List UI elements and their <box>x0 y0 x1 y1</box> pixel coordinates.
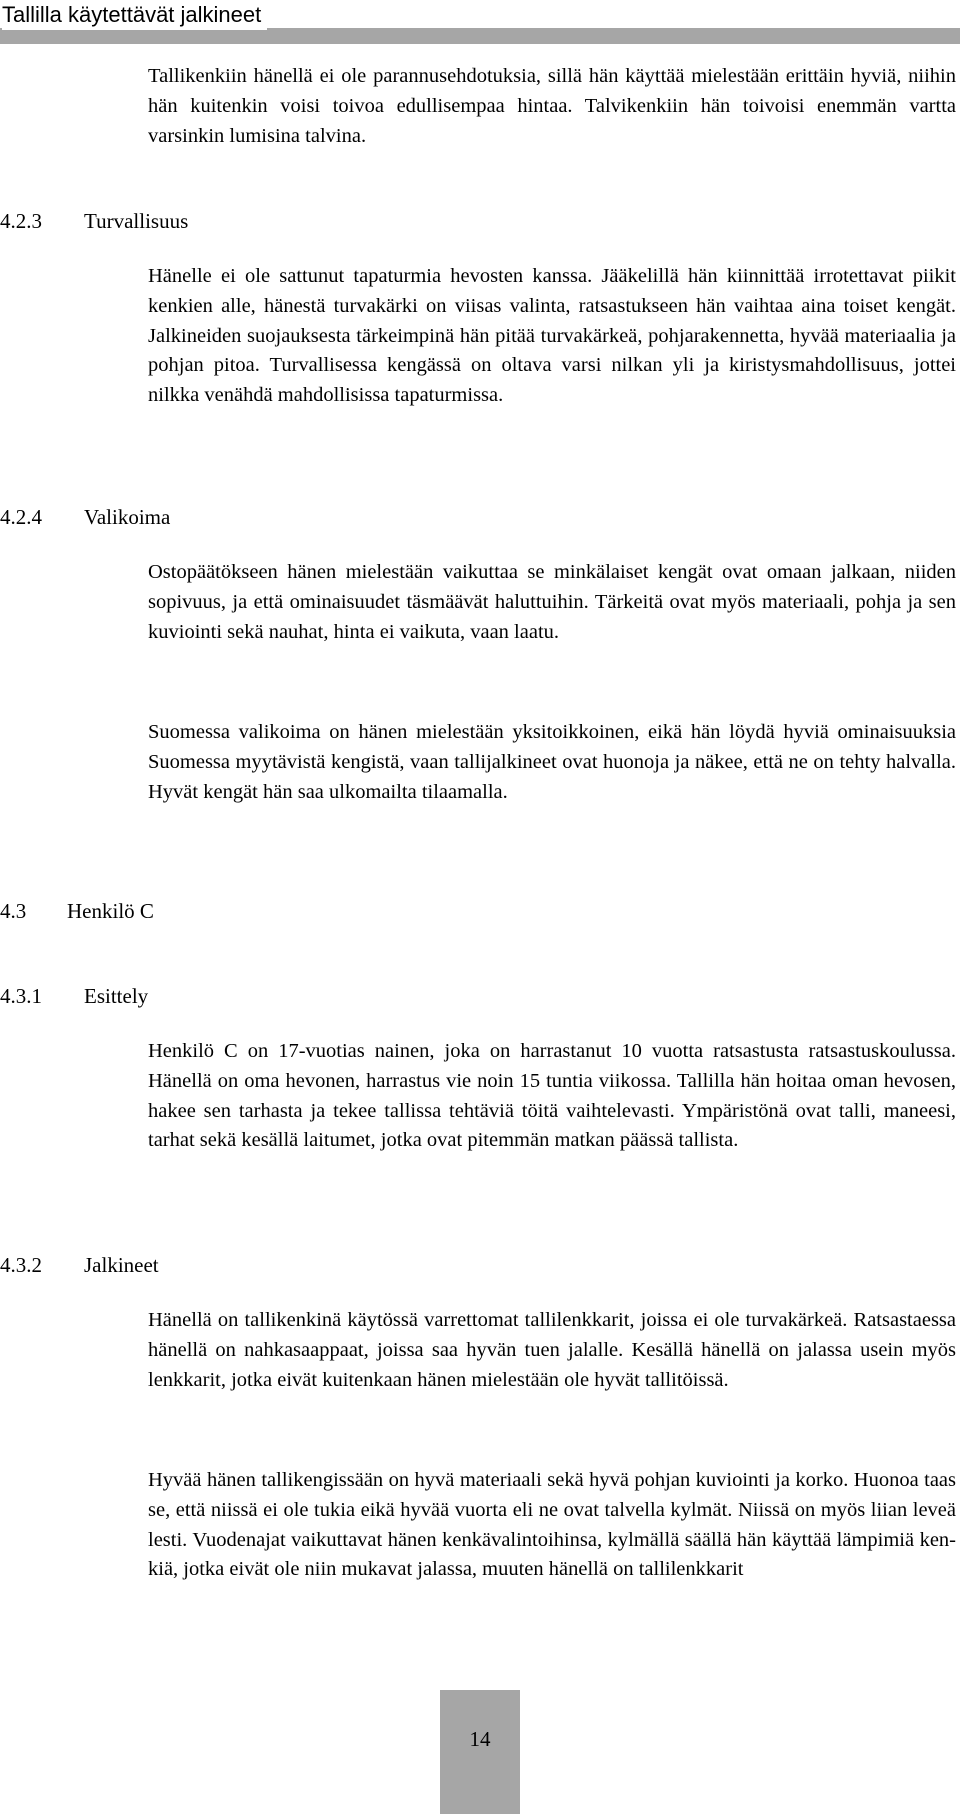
heading-4-2-3 <box>0 206 188 236</box>
heading-title: Valikoima <box>84 505 171 529</box>
heading-number: 4.3.1 <box>0 984 42 1008</box>
paragraph-jalkineet-1: Hänellä on tallikenkinä käytössä varrettomat tallilenkkarit, joissa ei ole turvakärkeä. Ratsastaessa hänellä on nahkasaappaat, joissa saa hyvän tuen jalalle. Kesällä hänellä on jalassa usein myös lenkkarit, jotka eivät kuitenkaan hänen mielestään ole hyvät tallitöissä. <box>148 1309 956 1391</box>
running-header <box>0 0 960 40</box>
heading-title: Esittely <box>84 984 149 1008</box>
heading-number: 4.3.2 <box>0 1253 42 1277</box>
intro-paragraph: Tallikenkiin hänellä ei ole parannusehdotuksia, sillä hän käyttää mielestään erittäin hyviä, niihin hän kuitenkin voisi toivoa edullisempaa hintaa. Talvikenkiin hän toivoisi enemmän vartta varsinkin lumisina talvina. <box>148 65 956 147</box>
heading-title: Jalkineet <box>84 1253 159 1277</box>
heading-4-3 <box>0 896 154 926</box>
paragraph-valikoima-2: Suomessa valikoima on hänen mielestään yksitoikkoinen, eikä hän löydä hyviä ominaisuuksia Suomessa myytävistä kengistä, vaan tallijalkineet ovat huonoja ja näkee, että ne on tehty halvalla. Hyvät kengät hän saa ulkomailta tilaamalla. <box>148 721 956 803</box>
heading-4-3-2 <box>0 1250 159 1280</box>
heading-title: Turvallisuus <box>84 209 189 233</box>
heading-number: 4.2.3 <box>0 209 42 233</box>
page-number: 14 <box>469 1727 491 1751</box>
page-number-box <box>440 1690 520 1814</box>
heading-number: 4.2.4 <box>0 505 42 529</box>
paragraph-jalkineet-2: Hyvää hänen tallikengissään on hyvä materiaali sekä hyvä pohjan kuviointi ja korko. Huonoa taas se, että niissä ei ole tukia eikä hyvää vuorta eli ne ovat talvella kylmät. Niissä on myös liian leveä lesti. Vuodenajat vaikuttavat hänen kenkävalintoihinsa, kylmällä säällä hän käyttää lämpimiä kenkiä, jotka eivät ole niin mukavat jalassa, muuten hänellä on tallilenkkarit <box>148 1469 956 1581</box>
heading-4-3-1 <box>0 981 148 1011</box>
heading-4-2-4 <box>0 502 170 532</box>
paragraph-turvallisuus: Hänelle ei ole sattunut tapaturmia hevosten kanssa. Jääkelillä hän kiinnittää irrotettavat piikit kenkien alle, hänestä turvakärki on viisas valinta, ratsastukseen hän vaihtaa aina toiset kengät. Jalkineiden suojauksesta tärkeimpinä hän pitää turvakärkeä, pohjarakennetta, hyvää materiaalia ja pohjan pitoa. Turvallisessa kengässä on oltava varsi nilkan yli ja kiristysmahdollisuus, jottei nilkka venähdä mahdollisissa tapaturmissa. <box>148 265 956 407</box>
header-rule <box>0 28 960 44</box>
paragraph-valikoima-1: Ostopäätökseen hänen mielestään vaikuttaa se minkälaiset kengät ovat omaan jalkaan, niiden sopivuus, ja että ominaisuudet täsmäävät haluttuihin. Tärkeitä ovat myös materiaali, pohja ja sen kuviointi sekä nauhat, hinta ei vaikuta, vaan laatu. <box>148 561 956 643</box>
heading-title: Henkilö C <box>67 899 154 923</box>
heading-number: 4.3 <box>0 899 27 923</box>
paragraph-esittely: Henkilö C on 17-vuotias nainen, joka on harrastanut 10 vuotta ratsastusta ratsastuskoulussa. Hänellä on oma hevonen, harrastus vie noin 15 tuntia viikossa. Tallilla hän hoitaa oman hevosen, hakee sen tarhasta ja tekee tallissa tehtäviä töitä vaihtelevasti. Ympäristönä ovat talli, maneesi, tarhat sekä kesällä laitumet, jotka ovat pitemmän matkan päässä tallista. <box>148 1040 956 1152</box>
header-title: Tallilla käytettävät jalkineet <box>2 0 267 30</box>
